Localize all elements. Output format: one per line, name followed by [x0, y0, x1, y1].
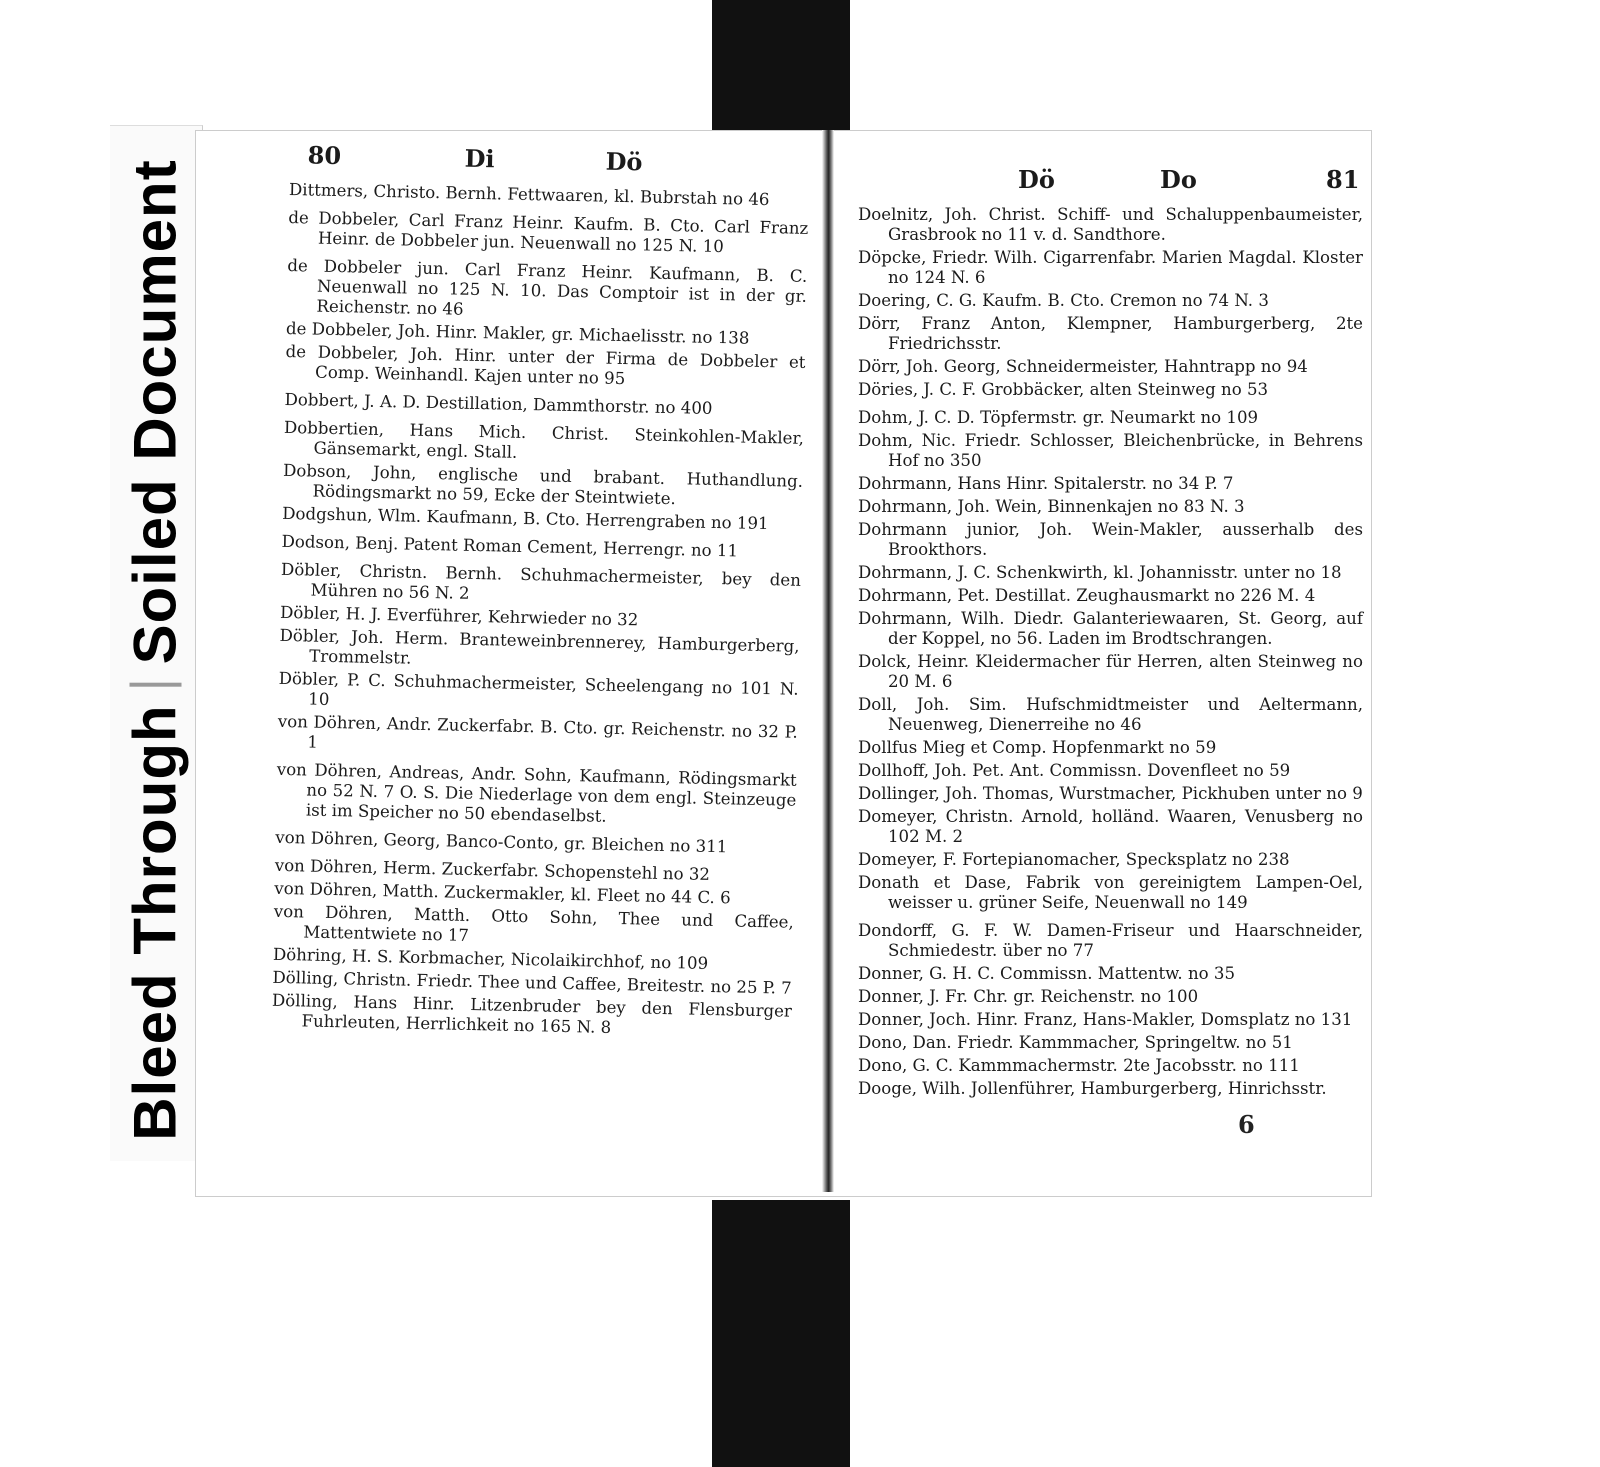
- directory-entry: de Dobbeler, Carl Franz Heinr. Kaufm. B. Cto. Carl Franz Heinr. de Dobbeler jun. Neuenwall no 125 N. 10: [288, 207, 809, 257]
- directory-entry: Dittmers, Christo. Bernh. Fettwaaren, kl. Bubrstah no 46: [288, 179, 770, 210]
- directory-entry: Döbler, H. J. Everführer, Kehrwieder no 32: [279, 602, 639, 630]
- directory-entry: Dobbert, J. A. D. Destillation, Dammthorstr. no 400: [284, 389, 713, 418]
- right-page-header: [858, 165, 1363, 205]
- directory-entry: Dölling, Hans Hinr. Litzenbruder bey den Flensburger Fuhrleuten, Herrlichkeit no 165 N. 8: [271, 990, 793, 1037]
- directory-entry: von Döhren, Herm. Zuckerfabr. Schopenstehl no 32: [274, 855, 711, 884]
- directory-entry: Dono, Dan. Friedr. Kammmacher, Springeltw. no 51: [858, 1033, 1293, 1052]
- directory-entry: Döpcke, Friedr. Wilh. Cigarrenfabr. Marien Magdal. Kloster no 124 N. 6: [858, 248, 1363, 287]
- left-page-number: 80: [307, 140, 342, 171]
- directory-entry: Dodson, Benj. Patent Roman Cement, Herrengr. no 11: [281, 531, 739, 561]
- left-page: [271, 140, 810, 1045]
- signature-mark: 6: [1238, 1110, 1255, 1139]
- directory-entry: de Dobbeler jun. Carl Franz Heinr. Kaufmann, B. C. Neuenwall no 125 N. 10. Das Comptoir ist in der gr. Reichenstr. no 46: [287, 255, 808, 319]
- directory-entry: Döbler, Christn. Bernh. Schuhmachermeister, bey den Mühren no 56 N. 2: [280, 559, 802, 603]
- black-tape-bottom: [712, 1200, 850, 1467]
- directory-entry: Dondorff, G. F. W. Damen-Friseur und Haarschneider, Schmiedestr. über no 77: [858, 921, 1363, 960]
- directory-entry: de Dobbeler, Joh. Hinr. Makler, gr. Michaelisstr. no 138: [285, 318, 750, 348]
- directory-entry: von Döhren, Andreas, Andr. Sohn, Kaufmann, Rödingsmarkt no 52 N. 7 O. S. Die Niederlage von dem engl. Steinzeuge ist im Speicher no 50 ebendaselbst.: [276, 759, 797, 826]
- directory-entry: Domeyer, Christn. Arnold, holländ. Waaren, Venusberg no 102 M. 2: [858, 807, 1363, 846]
- black-tape-top: [712, 0, 850, 138]
- directory-entry: Dohm, J. C. D. Töpfermstr. gr. Neumarkt no 109: [858, 408, 1259, 427]
- directory-entry: von Döhren, Matth. Otto Sohn, Thee und Caffee, Mattentwiete no 17: [273, 901, 794, 945]
- directory-entry: Döries, J. C. F. Grobbäcker, alten Steinweg no 53: [858, 380, 1269, 399]
- left-entries: [271, 180, 809, 1042]
- label-separator: [129, 682, 181, 686]
- directory-entry: Dölling, Christn. Friedr. Thee und Caffee, Breitestr. no 25 P. 7: [272, 967, 792, 998]
- degradation-label: [121, 159, 190, 1140]
- directory-entry: Dohrmann, Wilh. Diedr. Galanteriewaaren, St. Georg, auf der Koppel, no 56. Laden im Brodtschrangen.: [858, 609, 1363, 648]
- directory-entry: von Döhren, Georg, Banco-Conto, gr. Bleichen no 311: [275, 827, 728, 857]
- directory-entry: Dörr, Franz Anton, Klempner, Hamburgerberg, 2te Friedrichsstr.: [858, 314, 1363, 353]
- directory-entry: Dollinger, Joh. Thomas, Wurstmacher, Pickhuben unter no 9: [858, 784, 1363, 803]
- right-entries: [858, 205, 1363, 1099]
- directory-entry: Dohrmann junior, Joh. Wein-Makler, ausserhalb des Brookthors.: [858, 520, 1363, 559]
- directory-entry: Dodgshun, Wlm. Kaufmann, B. Cto. Herrengraben no 191: [281, 503, 769, 534]
- directory-entry: Doll, Joh. Sim. Hufschmidtmeister und Aeltermann, Neuenweg, Dienerreihe no 46: [858, 695, 1363, 734]
- directory-entry: Dobbertien, Hans Mich. Christ. Steinkohlen-Makler, Gänsemarkt, engl. Stall.: [283, 417, 805, 462]
- directory-entry: Döbler, Joh. Herm. Branteweinbrennerey, Hamburgerberg, Trommelstr.: [279, 625, 800, 668]
- directory-entry: Dohm, Nic. Friedr. Schlosser, Bleichenbrücke, in Behrens Hof no 350: [858, 431, 1363, 470]
- label-bleed-through: Bleed Through: [121, 704, 189, 1141]
- directory-entry: Doering, C. G. Kaufm. B. Cto. Cremon no 74 N. 3: [858, 291, 1269, 310]
- directory-entry: Dohrmann, Joh. Wein, Binnenkajen no 83 N. 3: [858, 497, 1245, 516]
- directory-entry: Dollhoff, Joh. Pet. Ant. Commissn. Dovenfleet no 59: [858, 761, 1291, 780]
- directory-entry: Domeyer, F. Fortepianomacher, Specksplatz no 238: [858, 850, 1290, 869]
- directory-entry: von Döhren, Matth. Zuckermakler, kl. Fleet no 44 C. 6: [274, 878, 731, 908]
- directory-entry: Dobson, John, englische und brabant. Huthandlung. Rödingsmarkt no 59, Ecke der Steintwiete.: [282, 460, 804, 509]
- directory-entry: Dohrmann, J. C. Schenkwirth, kl. Johannisstr. unter no 18: [858, 563, 1342, 582]
- right-page: [858, 165, 1363, 1102]
- left-guide-word-last: Dö: [605, 146, 643, 177]
- right-page-number: 81: [1326, 165, 1360, 194]
- directory-entry: Dohrmann, Pet. Destillat. Zeughausmarkt no 226 M. 4: [858, 586, 1316, 605]
- directory-entry: Döbler, P. C. Schuhmachermeister, Scheelengang no 101 N. 10: [278, 668, 799, 709]
- book-gutter: [822, 130, 834, 1192]
- directory-entry: Doelnitz, Joh. Christ. Schiff- und Schaluppenbaumeister, Grasbrook no 11 v. d. Sandthore.: [858, 205, 1363, 244]
- directory-entry: Dono, G. C. Kammmachermstr. 2te Jacobsstr. no 111: [858, 1056, 1300, 1075]
- right-guide-word-first: Dö: [1018, 165, 1055, 194]
- directory-entry: Donath et Dase, Fabrik von gereinigtem Lampen-Oel, weisser u. grüner Seife, Neuenwall no 149: [858, 873, 1363, 912]
- directory-entry: Donner, G. H. C. Commissn. Mattentw. no 35: [858, 964, 1236, 983]
- directory-entry: Dolck, Heinr. Kleidermacher für Herren, alten Steinweg no 20 M. 6: [858, 652, 1363, 691]
- right-guide-word-last: Do: [1160, 165, 1197, 194]
- left-guide-word-first: Di: [464, 143, 495, 174]
- directory-entry: Donner, Joch. Hinr. Franz, Hans-Makler, Domsplatz no 131: [858, 1010, 1353, 1029]
- directory-entry: Dörr, Joh. Georg, Schneidermeister, Hahntrapp no 94: [858, 357, 1308, 376]
- directory-entry: de Dobbeler, Joh. Hinr. unter der Firma de Dobbeler et Comp. Weinhandl. Kajen unter no 95: [285, 341, 806, 389]
- label-soiled-document: Soiled Document: [121, 159, 189, 665]
- directory-entry: von Döhren, Andr. Zuckerfabr. B. Cto. gr. Reichenstr. no 32 P. 1: [277, 711, 798, 752]
- directory-entry: Dohrmann, Hans Hinr. Spitalerstr. no 34 P. 7: [858, 474, 1234, 493]
- directory-entry: Dooge, Wilh. Jollenführer, Hamburgerberg, Hinrichsstr.: [858, 1079, 1327, 1098]
- directory-entry: Dollfus Mieg et Comp. Hopfenmarkt no 59: [858, 738, 1217, 757]
- directory-entry: Donner, J. Fr. Chr. gr. Reichenstr. no 100: [858, 987, 1199, 1006]
- directory-entry: Döhring, H. S. Korbmacher, Nicolaikirchhof, no 109: [272, 944, 709, 973]
